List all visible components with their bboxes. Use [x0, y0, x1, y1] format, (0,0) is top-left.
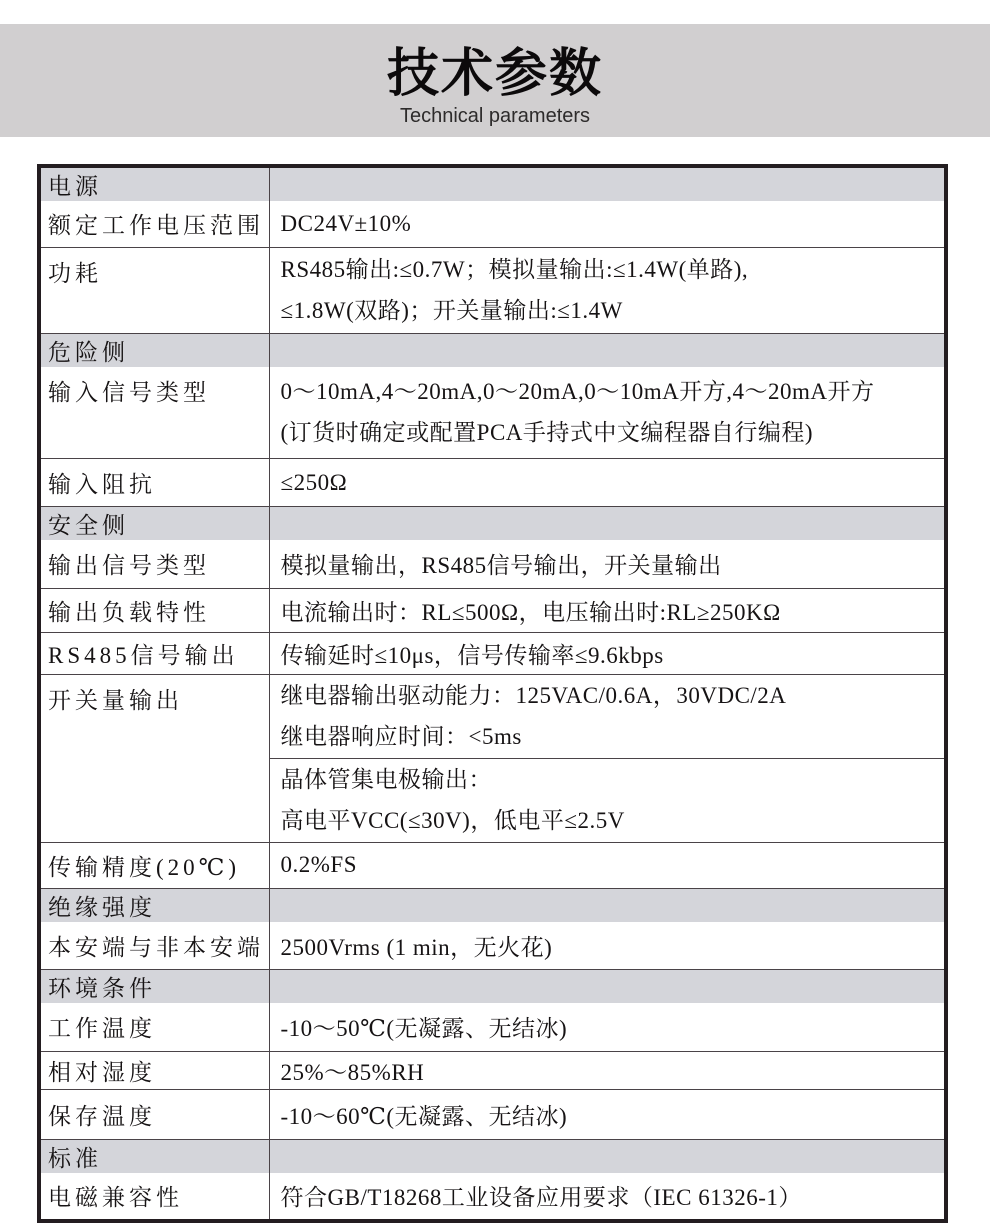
param-label-cell: 额定工作电压范围	[39, 201, 269, 247]
param-value-cell	[269, 1089, 946, 1139]
value-line: RS485输出:≤0.7W；模拟量输出:≤1.4W(单路),	[280, 257, 749, 282]
table-row	[39, 459, 946, 507]
param-value-cell	[269, 758, 946, 842]
section-row	[39, 1139, 946, 1173]
param-value-cell	[269, 842, 946, 888]
value-line: 2500Vrms (1 min，无火花)	[280, 934, 553, 960]
value-line: 0.2%FS	[280, 852, 357, 877]
value-line: 继电器输出驱动能力：125VAC/0.6A，30VDC/2A	[280, 683, 787, 708]
table-row	[39, 632, 946, 674]
value-line: 模拟量输出，RS485信号输出，开关量输出	[280, 553, 722, 579]
value-line: ≤250Ω	[280, 469, 348, 495]
table-row	[39, 201, 946, 247]
section-header-cell: 绝缘强度	[39, 888, 269, 922]
section-row	[39, 888, 946, 922]
section-header-empty-cell	[269, 166, 946, 201]
param-label-cell: 输入阻抗	[39, 459, 269, 507]
value-line: DC24V±10%	[280, 210, 412, 236]
value-line: 传输延时≤10μs，信号传输率≤9.6kbps	[280, 642, 664, 668]
section-header-empty-cell	[269, 507, 946, 541]
table-row	[39, 1089, 946, 1139]
value-line: 25%～85%RH	[280, 1059, 425, 1085]
param-label-cell: 开关量输出	[39, 674, 269, 842]
value-line: (订货时确定或配置PCA手持式中文编程器自行编程)	[280, 420, 814, 446]
param-label-cell: 本安端与非本安端	[39, 922, 269, 970]
value-line: 0～10mA,4～20mA,0～20mA,0～10mA开方,4～20mA开方	[280, 379, 875, 405]
technical-parameters-table	[37, 164, 948, 1223]
section-row	[39, 970, 946, 1004]
param-value-cell	[269, 632, 946, 674]
param-label-cell: 相对湿度	[39, 1051, 269, 1089]
section-header-cell: 危险侧	[39, 333, 269, 367]
param-label-cell: RS485信号输出	[39, 632, 269, 674]
param-label-cell: 输入信号类型	[39, 367, 269, 459]
value-line: -10～60℃(无凝露、无结冰)	[280, 1103, 568, 1129]
param-value-cell	[269, 922, 946, 970]
param-label-cell: 电磁兼容性	[39, 1173, 269, 1221]
value-line: 符合GB/T18268工业设备应用要求（IEC 61326-1）	[280, 1185, 802, 1210]
table-row	[39, 1003, 946, 1051]
param-value-cell	[269, 1003, 946, 1051]
table-row	[39, 540, 946, 588]
table-row	[39, 922, 946, 970]
page-title: 技术参数	[386, 45, 603, 104]
table-row	[39, 842, 946, 888]
value-line: 高电平VCC(≤30V)，低电平≤2.5V	[280, 808, 625, 833]
title-band	[0, 24, 990, 137]
param-value-cell	[269, 540, 946, 588]
param-value-cell	[269, 459, 946, 507]
table-row	[39, 367, 946, 459]
param-value-cell	[269, 674, 946, 758]
param-value-cell	[269, 201, 946, 247]
param-value-cell	[269, 588, 946, 632]
page-subtitle: Technical parameters	[399, 104, 591, 127]
param-value-cell	[269, 1051, 946, 1089]
param-value-cell	[269, 1173, 946, 1221]
param-value-cell	[269, 367, 946, 459]
section-header-empty-cell	[269, 970, 946, 1004]
section-header-cell: 电源	[39, 166, 269, 201]
section-header-empty-cell	[269, 333, 946, 367]
param-label-cell: 保存温度	[39, 1089, 269, 1139]
table-body	[39, 166, 946, 1221]
section-row	[39, 507, 946, 541]
param-label-cell: 输出负载特性	[39, 588, 269, 632]
param-label-cell: 传输精度(20℃)	[39, 842, 269, 888]
table-row	[39, 674, 946, 758]
section-header-empty-cell	[269, 1139, 946, 1173]
section-header-cell: 标准	[39, 1139, 269, 1173]
value-line: ≤1.8W(双路)；开关量输出:≤1.4W	[280, 298, 623, 323]
param-label-cell: 功耗	[39, 247, 269, 333]
table-row	[39, 588, 946, 632]
section-header-cell: 安全侧	[39, 507, 269, 541]
value-line: 继电器响应时间：<5ms	[280, 724, 522, 749]
param-value-cell	[269, 247, 946, 333]
section-row	[39, 333, 946, 367]
table-row	[39, 1173, 946, 1221]
param-label-cell: 工作温度	[39, 1003, 269, 1051]
value-line: 晶体管集电极输出：	[280, 767, 492, 792]
section-row	[39, 166, 946, 201]
table-row	[39, 247, 946, 333]
value-line: 电流输出时：RL≤500Ω，电压输出时:RL≥250KΩ	[280, 599, 781, 625]
section-header-cell: 环境条件	[39, 970, 269, 1004]
value-line: -10～50℃(无凝露、无结冰)	[280, 1016, 568, 1042]
section-header-empty-cell	[269, 888, 946, 922]
table-row	[39, 1051, 946, 1089]
technical-parameters-table-wrap	[37, 164, 948, 1223]
param-label-cell: 输出信号类型	[39, 540, 269, 588]
